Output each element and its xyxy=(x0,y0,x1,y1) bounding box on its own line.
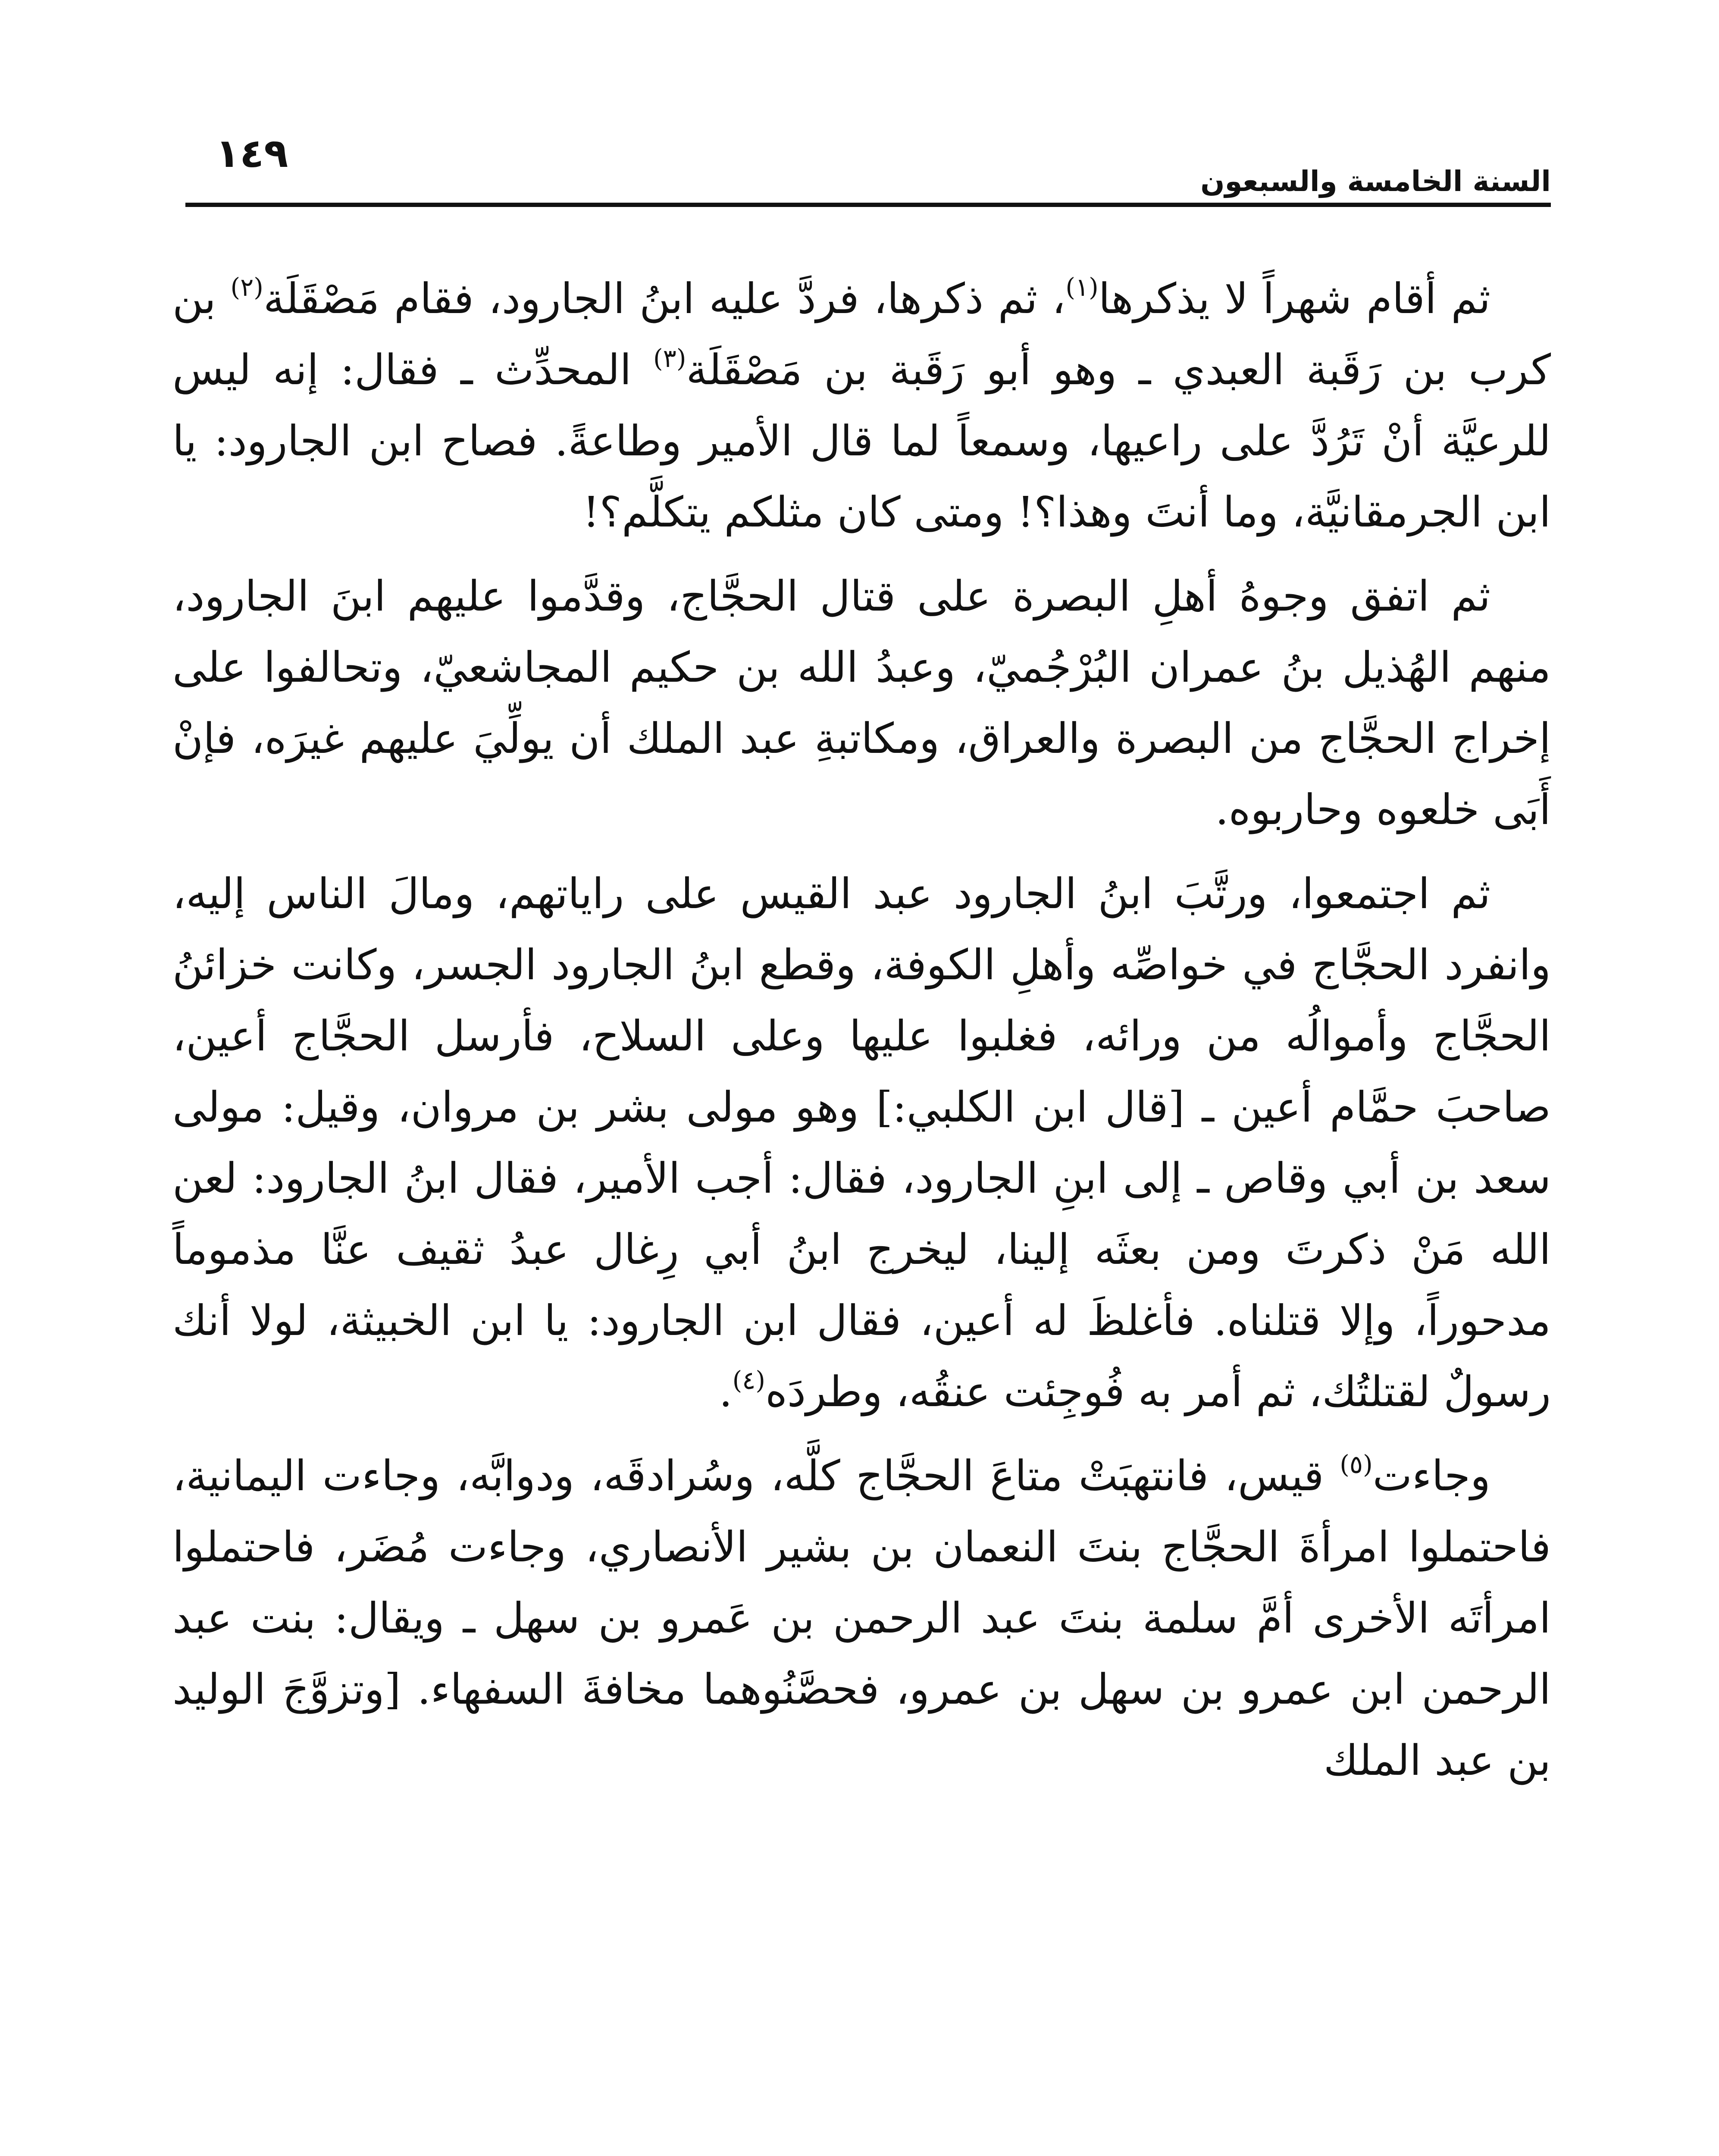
footnote-reference: (٥) xyxy=(1340,1450,1373,1479)
paragraph-text: . xyxy=(719,1367,733,1416)
body-paragraph xyxy=(172,263,1551,548)
footnote-reference: (١) xyxy=(1065,273,1099,302)
page-header xyxy=(185,129,1551,207)
paragraph-text: ثم اجتمعوا، ورتَّبَ ابنُ الجارود عبد القيس على راياتهم، ومالَ الناس إليه، وانفرد الحجَّاج في خواصِّه وأهلِ الكوفة، وقطع ابنُ الجارود الجسر، وكانت خزائنُ الحجَّاج وأموالُه من ورائه، فغلبوا عليها وعلى السلاح، فأرسل الحجَّاج أعين، صاحبَ حمَّام أعين ـ [قال ابن الكلبي:] وهو مولى بشر بن مروان، وقيل: مولى سعد بن أبي وقاص ـ إلى ابنِ الجارود، فقال: أجب الأمير، فقال ابنُ الجارود: لعن الله مَنْ ذكرتَ ومن بعثَه إلينا، ليخرج ابنُ أبي رِغال عبدُ ثقيف عنَّا مذموماً مدحوراً، وإلا قتلناه. فأغلظَ له أعين، فقال ابن الجارود: يا ابن الخبيثة، لولا أنك رسولٌ لقتلتُك، ثم أمر به فُوجِئت عنقُه، وطردَه xyxy=(172,869,1551,1416)
paragraph-text: بن كرب بن رَقَبة العبدي ـ وهو أبو رَقَبة بن مَصْقَلَة xyxy=(172,274,1551,394)
body-paragraph xyxy=(172,858,1551,1427)
paragraph-text: قيس، فانتهبَتْ متاعَ الحجَّاج كلَّه، وسُرادقَه، ودوابَّه، وجاءت اليمانية، فاحتملوا امرأةَ الحجَّاج بنتَ النعمان بن بشير الأنصاري، وجاءت مُضَر، فاحتملوا امرأتَه الأخرى أمَّ سلمة بنتَ عبد الرحمن بن عَمرو بن سهل ـ ويقال: بنت عبد الرحمن ابن عمرو بن سهل بن عمرو، فحصَّنُوهما مخافةَ السفهاء. [وتزوَّجَ الوليد بن عبد الملك xyxy=(172,1451,1551,1785)
paragraph-text: المحدِّث ـ فقال: إنه ليس للرعيَّة أنْ تَرُدَّ على راعيها، وسمعاً لما قال الأمير وطاعةً. فصاح ابن الجارود: يا ابن الجرمقانيَّة، وما أنتَ وهذا؟! ومتى كان مثلكم يتكلَّم؟! xyxy=(172,345,1551,536)
paragraph-text: ، ثم ذكرها، فردَّ عليه ابنُ الجارود، فقام مَصْقَلَة xyxy=(263,274,1066,323)
body-text xyxy=(172,263,1551,1796)
footnote-reference: (٣) xyxy=(653,344,686,373)
body-paragraph xyxy=(172,561,1551,845)
running-title: السنة الخامسة والسبعون xyxy=(1200,165,1551,198)
footnote-reference: (٢) xyxy=(230,273,263,302)
header-rule xyxy=(185,203,1551,207)
page-number: ١٤٩ xyxy=(216,130,288,176)
paragraph-text: ثم اتفق وجوهُ أهلِ البصرة على قتال الحجَّاج، وقدَّموا عليهم ابنَ الجارود، منهم الهُذيل بنُ عمران البُرْجُميّ، وعبدُ الله بن حكيم المجاشعيّ، وتحالفوا على إخراج الحجَّاج من البصرة والعراق، ومكاتبةِ عبد الملك أن يولِّيَ عليهم غيرَه، فإنْ أَبَى خلعوه وحاربوه. xyxy=(172,572,1551,834)
footnote-reference: (٤) xyxy=(732,1366,766,1395)
paragraph-text: ثم أقام شهراً لا يذكرها xyxy=(1098,274,1490,323)
paragraph-text: وجاءت xyxy=(1372,1451,1490,1500)
body-paragraph xyxy=(172,1440,1551,1796)
